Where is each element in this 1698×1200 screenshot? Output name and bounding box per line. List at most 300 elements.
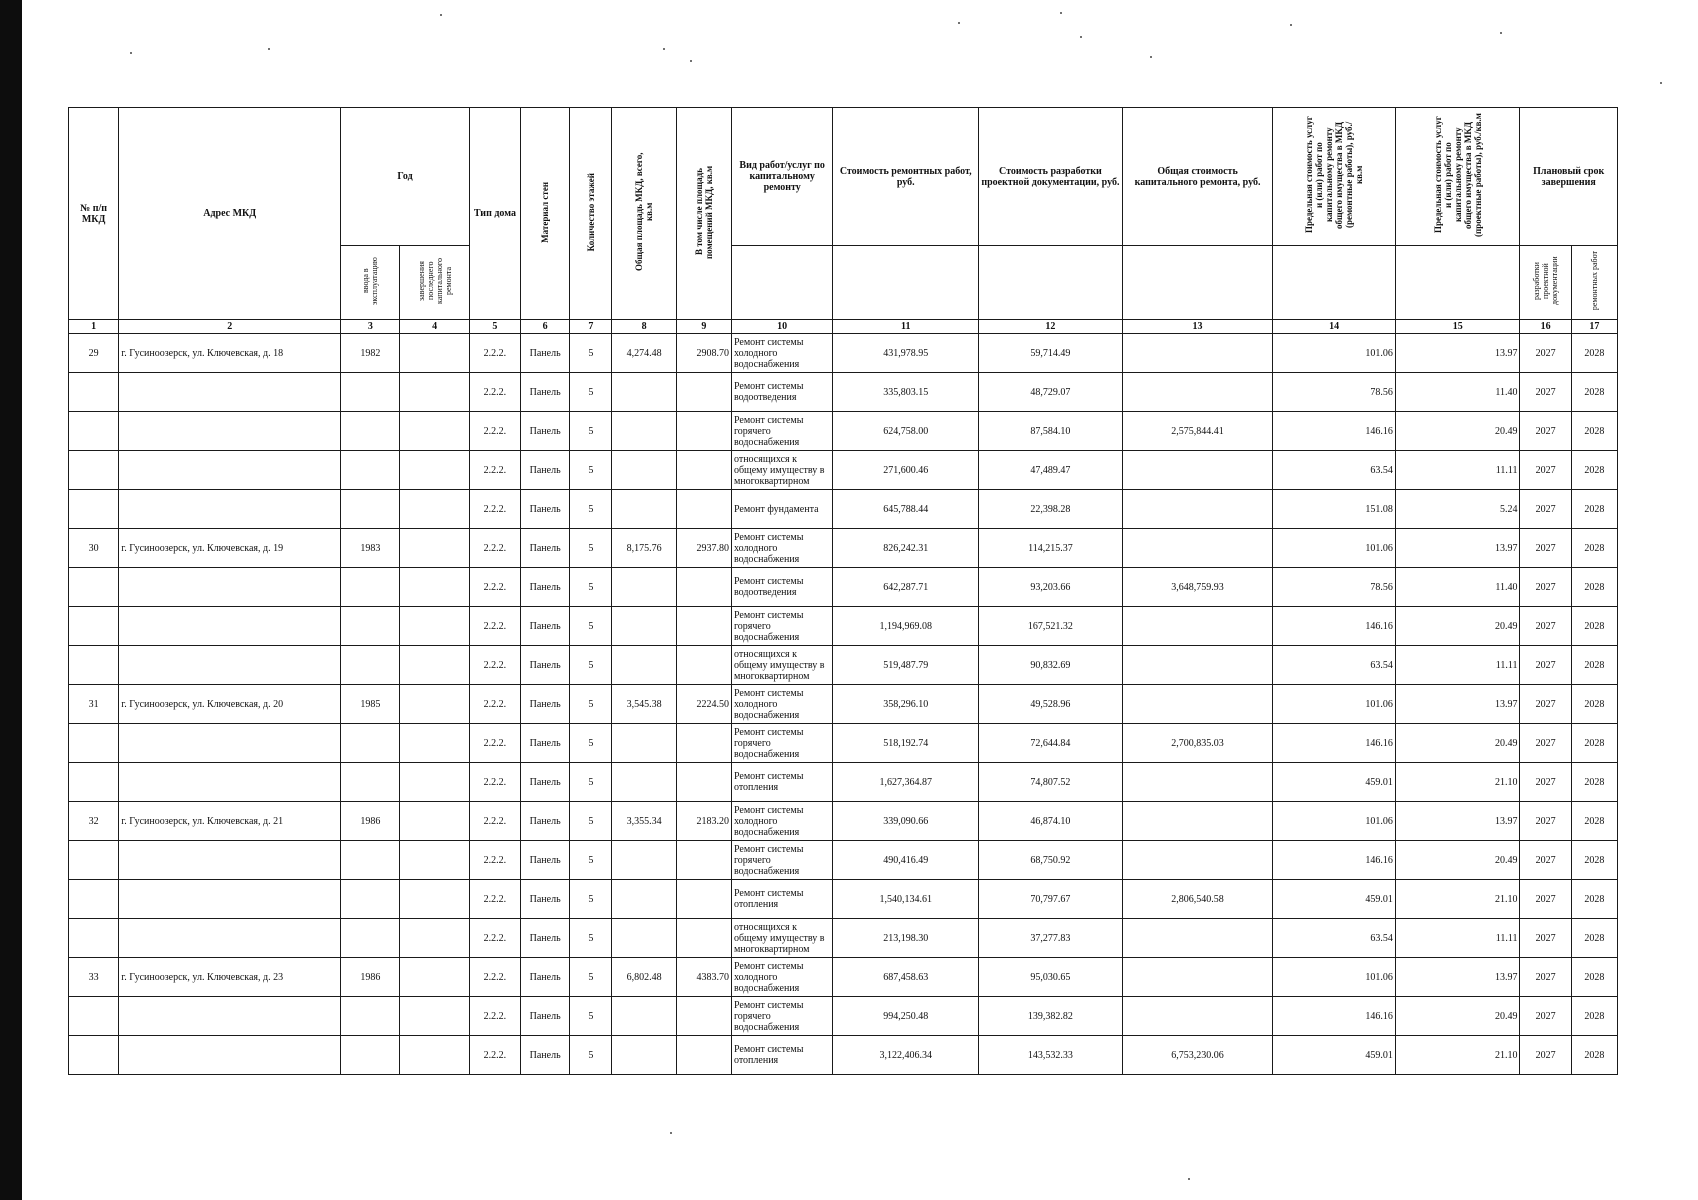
total-area-cell [612, 1036, 676, 1075]
col-limit-design-header [1395, 108, 1520, 246]
address-cell [119, 763, 341, 802]
year-last-repair-cell [400, 607, 469, 646]
table-row [69, 763, 1618, 802]
work-type-cell: Ремонт системы холодного водоснабжения [731, 958, 832, 997]
column-number: 11 [833, 320, 979, 334]
table-row [69, 607, 1618, 646]
floors-cell: 5 [570, 373, 612, 412]
term-repair-cell: 2028 [1571, 607, 1617, 646]
col-repair-cost-header: Стоимость ремонтных работ, руб. [833, 108, 979, 246]
repair-cost-cell: 687,458.63 [833, 958, 979, 997]
limit-design-cell: 13.97 [1395, 334, 1520, 373]
table-row [69, 919, 1618, 958]
floors-cell: 5 [570, 685, 612, 724]
total-cost-cell [1122, 529, 1273, 568]
row-number: 32 [69, 802, 119, 841]
work-type-cell: Ремонт системы холодного водоснабжения [731, 802, 832, 841]
scan-speck [663, 48, 665, 50]
term-design-cell: 2027 [1520, 568, 1571, 607]
limit-repair-cell: 78.56 [1273, 373, 1396, 412]
limit-repair-cell: 101.06 [1273, 685, 1396, 724]
limit-repair-cell: 63.54 [1273, 919, 1396, 958]
wall-material-cell: Панель [521, 490, 570, 529]
total-cost-cell [1122, 919, 1273, 958]
address-cell [119, 997, 341, 1036]
row-number [69, 373, 119, 412]
repair-cost-cell: 624,758.00 [833, 412, 979, 451]
address-cell [119, 568, 341, 607]
year-last-repair-label: завершения последнего капитального ремонта [416, 258, 453, 304]
limit-design-cell: 20.49 [1395, 841, 1520, 880]
wall-material-cell: Панель [521, 529, 570, 568]
floors-cell: 5 [570, 802, 612, 841]
term-repair-cell: 2028 [1571, 490, 1617, 529]
col-total-area-header [612, 108, 676, 320]
column-number: 7 [570, 320, 612, 334]
design-cost-cell: 68,750.92 [979, 841, 1123, 880]
capital-repair-table [68, 107, 1618, 1075]
address-cell: г. Гусиноозерск, ул. Ключевская, д. 18 [119, 334, 341, 373]
address-cell: г. Гусиноозерск, ул. Ключевская, д. 19 [119, 529, 341, 568]
table-row [69, 880, 1618, 919]
row-number [69, 451, 119, 490]
total-area-cell [612, 412, 676, 451]
design-cost-cell: 72,644.84 [979, 724, 1123, 763]
limit-repair-cell: 459.01 [1273, 763, 1396, 802]
total-cost-cell [1122, 607, 1273, 646]
total-area-cell [612, 373, 676, 412]
term-repair-cell: 2028 [1571, 646, 1617, 685]
work-type-cell: Ремонт системы отопления [731, 880, 832, 919]
term-design-cell: 2027 [1520, 763, 1571, 802]
house-type-cell: 2.2.2. [469, 568, 520, 607]
floors-cell: 5 [570, 763, 612, 802]
floors-cell: 5 [570, 529, 612, 568]
premises-area-cell [676, 997, 731, 1036]
year-last-repair-cell [400, 763, 469, 802]
column-number: 1 [69, 320, 119, 334]
row-number: 33 [69, 958, 119, 997]
premises-area-cell: 2183.20 [676, 802, 731, 841]
wall-material-cell: Панель [521, 880, 570, 919]
term-repair-cell: 2028 [1571, 763, 1617, 802]
address-cell [119, 451, 341, 490]
table-row [69, 646, 1618, 685]
scan-speck [1188, 1178, 1190, 1180]
row-number [69, 568, 119, 607]
work-type-cell: относящихся к общему имуществу в многоквартирном [731, 919, 832, 958]
term-design-cell: 2027 [1520, 373, 1571, 412]
total-cost-cell [1122, 646, 1273, 685]
address-cell [119, 490, 341, 529]
repair-cost-cell: 335,803.15 [833, 373, 979, 412]
limit-repair-cell: 146.16 [1273, 997, 1396, 1036]
limit-design-cell: 20.49 [1395, 997, 1520, 1036]
premises-area-cell: 4383.70 [676, 958, 731, 997]
work-type-cell: Ремонт системы холодного водоснабжения [731, 334, 832, 373]
address-cell [119, 1036, 341, 1075]
year-commission-cell [341, 451, 400, 490]
table-row [69, 529, 1618, 568]
year-last-repair-cell [400, 334, 469, 373]
term-repair-cell: 2028 [1571, 1036, 1617, 1075]
limit-repair-cell: 63.54 [1273, 451, 1396, 490]
year-commission-cell [341, 373, 400, 412]
work-type-cell: Ремонт системы горячего водоснабжения [731, 841, 832, 880]
design-cost-cell: 49,528.96 [979, 685, 1123, 724]
total-area-cell [612, 451, 676, 490]
total-area-cell [612, 607, 676, 646]
premises-area-cell [676, 568, 731, 607]
address-cell [119, 412, 341, 451]
table-row [69, 958, 1618, 997]
year-last-repair-cell [400, 997, 469, 1036]
work-type-cell: относящихся к общему имуществу в многоквартирном [731, 646, 832, 685]
house-type-cell: 2.2.2. [469, 997, 520, 1036]
table-row [69, 685, 1618, 724]
row-number [69, 841, 119, 880]
repair-cost-cell: 642,287.71 [833, 568, 979, 607]
house-type-cell: 2.2.2. [469, 1036, 520, 1075]
column-number: 17 [1571, 320, 1617, 334]
column-number: 9 [676, 320, 731, 334]
scan-speck [440, 14, 442, 16]
design-cost-cell: 114,215.37 [979, 529, 1123, 568]
row-number [69, 997, 119, 1036]
work-type-cell: Ремонт системы холодного водоснабжения [731, 685, 832, 724]
year-last-repair-cell [400, 412, 469, 451]
repair-cost-cell: 358,296.10 [833, 685, 979, 724]
total-cost-cell [1122, 802, 1273, 841]
house-type-cell: 2.2.2. [469, 685, 520, 724]
term-repair-cell: 2028 [1571, 568, 1617, 607]
wall-material-label: Материал стен [540, 181, 551, 243]
total-cost-cell [1122, 763, 1273, 802]
floors-label: Количество этажей [585, 172, 596, 252]
limit-repair-cell: 101.06 [1273, 958, 1396, 997]
repair-cost-cell: 1,194,969.08 [833, 607, 979, 646]
house-type-cell: 2.2.2. [469, 841, 520, 880]
row-number [69, 724, 119, 763]
wall-material-cell: Панель [521, 1036, 570, 1075]
term-design-cell: 2027 [1520, 334, 1571, 373]
repair-cost-cell: 1,540,134.61 [833, 880, 979, 919]
row-number [69, 490, 119, 529]
limit-design-subheader [1395, 246, 1520, 320]
term-design-cell: 2027 [1520, 880, 1571, 919]
scan-speck [1290, 24, 1292, 26]
work-type-cell: Ремонт системы холодного водоснабжения [731, 529, 832, 568]
term-repair-label: ремонтных работ [1589, 251, 1599, 311]
limit-design-cell: 20.49 [1395, 412, 1520, 451]
total-area-cell [612, 919, 676, 958]
column-number: 16 [1520, 320, 1571, 334]
total-cost-cell: 2,575,844.41 [1122, 412, 1273, 451]
year-last-repair-cell [400, 373, 469, 412]
house-type-cell: 2.2.2. [469, 607, 520, 646]
premises-area-cell: 2224.50 [676, 685, 731, 724]
column-number: 4 [400, 320, 469, 334]
limit-design-cell: 11.40 [1395, 373, 1520, 412]
premises-area-cell [676, 451, 731, 490]
term-repair-cell: 2028 [1571, 334, 1617, 373]
design-cost-cell: 74,807.52 [979, 763, 1123, 802]
term-repair-cell: 2028 [1571, 412, 1617, 451]
floors-cell: 5 [570, 412, 612, 451]
premises-area-cell [676, 1036, 731, 1075]
limit-design-cell: 11.40 [1395, 568, 1520, 607]
repair-cost-cell: 213,198.30 [833, 919, 979, 958]
col-no-header: № п/п МКД [69, 108, 119, 320]
term-repair-cell: 2028 [1571, 802, 1617, 841]
column-number: 14 [1273, 320, 1396, 334]
limit-repair-cell: 101.06 [1273, 529, 1396, 568]
column-number: 12 [979, 320, 1123, 334]
column-number: 5 [469, 320, 520, 334]
limit-design-cell: 5.24 [1395, 490, 1520, 529]
year-last-repair-cell [400, 880, 469, 919]
wall-material-cell: Панель [521, 334, 570, 373]
wall-material-cell: Панель [521, 724, 570, 763]
year-last-repair-cell [400, 802, 469, 841]
repair-cost-cell: 994,250.48 [833, 997, 979, 1036]
house-type-cell: 2.2.2. [469, 919, 520, 958]
term-design-cell: 2027 [1520, 646, 1571, 685]
wall-material-cell: Панель [521, 802, 570, 841]
design-cost-cell: 46,874.10 [979, 802, 1123, 841]
total-cost-cell: 2,700,835.03 [1122, 724, 1273, 763]
design-cost-cell: 167,521.32 [979, 607, 1123, 646]
address-cell [119, 724, 341, 763]
limit-design-cell: 21.10 [1395, 880, 1520, 919]
total-area-cell [612, 490, 676, 529]
floors-cell: 5 [570, 334, 612, 373]
limit-design-cell: 20.49 [1395, 607, 1520, 646]
column-number: 10 [731, 320, 832, 334]
year-last-repair-cell [400, 724, 469, 763]
limit-repair-cell: 146.16 [1273, 841, 1396, 880]
col-premises-area-header [676, 108, 731, 320]
total-cost-subheader [1122, 246, 1273, 320]
term-design-header [1520, 246, 1571, 320]
address-cell [119, 841, 341, 880]
address-cell: г. Гусиноозерск, ул. Ключевская, д. 21 [119, 802, 341, 841]
address-cell [119, 373, 341, 412]
total-area-cell: 6,802.48 [612, 958, 676, 997]
total-cost-cell [1122, 997, 1273, 1036]
year-commission-label: ввода в эксплуатацию [361, 257, 380, 305]
house-type-cell: 2.2.2. [469, 334, 520, 373]
scan-speck [1660, 82, 1662, 84]
scan-speck [670, 1132, 672, 1134]
year-last-repair-cell [400, 529, 469, 568]
term-repair-cell: 2028 [1571, 685, 1617, 724]
address-cell [119, 646, 341, 685]
house-type-cell: 2.2.2. [469, 880, 520, 919]
limit-repair-cell: 459.01 [1273, 880, 1396, 919]
floors-cell: 5 [570, 997, 612, 1036]
limit-design-cell: 21.10 [1395, 763, 1520, 802]
limit-design-cell: 13.97 [1395, 685, 1520, 724]
repair-cost-cell: 826,242.31 [833, 529, 979, 568]
year-last-repair-cell [400, 490, 469, 529]
limit-repair-cell: 151.08 [1273, 490, 1396, 529]
total-cost-cell: 2,806,540.58 [1122, 880, 1273, 919]
table-row [69, 490, 1618, 529]
total-cost-cell: 6,753,230.06 [1122, 1036, 1273, 1075]
repair-cost-cell: 431,978.95 [833, 334, 979, 373]
year-last-repair-cell [400, 958, 469, 997]
work-type-cell: Ремонт системы горячего водоснабжения [731, 997, 832, 1036]
row-number: 30 [69, 529, 119, 568]
col-wall-material-header [521, 108, 570, 320]
total-cost-cell [1122, 334, 1273, 373]
design-cost-cell: 37,277.83 [979, 919, 1123, 958]
row-number [69, 763, 119, 802]
repair-cost-cell: 339,090.66 [833, 802, 979, 841]
house-type-cell: 2.2.2. [469, 958, 520, 997]
design-cost-cell: 90,832.69 [979, 646, 1123, 685]
floors-cell: 5 [570, 919, 612, 958]
row-number [69, 607, 119, 646]
limit-repair-cell: 101.06 [1273, 334, 1396, 373]
house-type-cell: 2.2.2. [469, 646, 520, 685]
scan-speck [268, 48, 270, 50]
total-cost-cell [1122, 841, 1273, 880]
wall-material-cell: Панель [521, 568, 570, 607]
house-type-cell: 2.2.2. [469, 451, 520, 490]
year-last-repair-cell [400, 841, 469, 880]
col-house-type-header: Тип дома [469, 108, 520, 320]
work-type-cell: Ремонт системы отопления [731, 763, 832, 802]
address-cell: г. Гусиноозерск, ул. Ключевская, д. 20 [119, 685, 341, 724]
repair-cost-cell: 271,600.46 [833, 451, 979, 490]
year-commission-header [341, 246, 400, 320]
house-type-cell: 2.2.2. [469, 529, 520, 568]
limit-repair-label: Предельная стоимость услуг и (или) работ по капитальному ремонту общего имущества в МКД (ремонтные работы), руб./кв.м [1304, 116, 1365, 234]
total-area-cell [612, 724, 676, 763]
design-cost-cell: 87,584.10 [979, 412, 1123, 451]
term-design-cell: 2027 [1520, 685, 1571, 724]
limit-repair-cell: 146.16 [1273, 607, 1396, 646]
floors-cell: 5 [570, 841, 612, 880]
row-number [69, 1036, 119, 1075]
premises-area-cell [676, 763, 731, 802]
repair-cost-subheader [833, 246, 979, 320]
house-type-cell: 2.2.2. [469, 802, 520, 841]
work-type-cell: относящихся к общему имуществу в многоквартирном [731, 451, 832, 490]
total-area-cell: 8,175.76 [612, 529, 676, 568]
term-design-cell: 2027 [1520, 841, 1571, 880]
year-commission-cell [341, 1036, 400, 1075]
column-number: 15 [1395, 320, 1520, 334]
floors-cell: 5 [570, 607, 612, 646]
col-year-header: Год [341, 108, 470, 246]
year-commission-cell: 1986 [341, 802, 400, 841]
limit-design-cell: 13.97 [1395, 529, 1520, 568]
work-type-subheader [731, 246, 832, 320]
total-area-cell: 3,545.38 [612, 685, 676, 724]
total-cost-cell [1122, 451, 1273, 490]
year-commission-cell [341, 607, 400, 646]
premises-area-cell [676, 646, 731, 685]
term-design-cell: 2027 [1520, 724, 1571, 763]
premises-area-cell [676, 607, 731, 646]
term-design-cell: 2027 [1520, 451, 1571, 490]
floors-cell: 5 [570, 1036, 612, 1075]
total-area-cell [612, 841, 676, 880]
column-number: 3 [341, 320, 400, 334]
premises-area-cell [676, 841, 731, 880]
scan-speck [690, 60, 692, 62]
wall-material-cell: Панель [521, 373, 570, 412]
column-number: 6 [521, 320, 570, 334]
column-number: 2 [119, 320, 341, 334]
row-number [69, 412, 119, 451]
total-area-cell [612, 880, 676, 919]
term-repair-cell: 2028 [1571, 529, 1617, 568]
total-cost-cell: 3,648,759.93 [1122, 568, 1273, 607]
limit-repair-cell: 146.16 [1273, 724, 1396, 763]
scan-speck [130, 52, 132, 54]
term-design-cell: 2027 [1520, 958, 1571, 997]
design-cost-cell: 22,398.28 [979, 490, 1123, 529]
limit-repair-cell: 78.56 [1273, 568, 1396, 607]
term-design-cell: 2027 [1520, 997, 1571, 1036]
term-design-cell: 2027 [1520, 919, 1571, 958]
term-repair-cell: 2028 [1571, 919, 1617, 958]
floors-cell: 5 [570, 568, 612, 607]
premises-area-cell [676, 490, 731, 529]
floors-cell: 5 [570, 451, 612, 490]
scan-speck [1500, 32, 1502, 34]
column-number: 8 [612, 320, 676, 334]
wall-material-cell: Панель [521, 646, 570, 685]
term-design-cell: 2027 [1520, 607, 1571, 646]
repair-cost-cell: 518,192.74 [833, 724, 979, 763]
work-type-cell: Ремонт фундамента [731, 490, 832, 529]
total-area-cell [612, 646, 676, 685]
year-last-repair-cell [400, 451, 469, 490]
year-commission-cell [341, 490, 400, 529]
repair-cost-cell: 3,122,406.34 [833, 1036, 979, 1075]
term-design-cell: 2027 [1520, 490, 1571, 529]
limit-design-cell: 11.11 [1395, 919, 1520, 958]
wall-material-cell: Панель [521, 763, 570, 802]
design-cost-cell: 48,729.07 [979, 373, 1123, 412]
col-total-cost-header: Общая стоимость капитального ремонта, руб. [1122, 108, 1273, 246]
year-commission-cell: 1986 [341, 958, 400, 997]
address-cell: г. Гусиноозерск, ул. Ключевская, д. 23 [119, 958, 341, 997]
term-design-cell: 2027 [1520, 802, 1571, 841]
limit-design-cell: 11.11 [1395, 451, 1520, 490]
wall-material-cell: Панель [521, 412, 570, 451]
wall-material-cell: Панель [521, 958, 570, 997]
year-last-repair-cell [400, 1036, 469, 1075]
year-commission-cell [341, 841, 400, 880]
address-cell [119, 880, 341, 919]
wall-material-cell: Панель [521, 685, 570, 724]
col-floors-header [570, 108, 612, 320]
repair-cost-cell: 490,416.49 [833, 841, 979, 880]
year-commission-cell [341, 997, 400, 1036]
year-last-repair-cell [400, 919, 469, 958]
work-type-cell: Ремонт системы отопления [731, 1036, 832, 1075]
premises-area-cell: 2937.80 [676, 529, 731, 568]
work-type-cell: Ремонт системы горячего водоснабжения [731, 607, 832, 646]
total-area-cell [612, 763, 676, 802]
table-row [69, 412, 1618, 451]
